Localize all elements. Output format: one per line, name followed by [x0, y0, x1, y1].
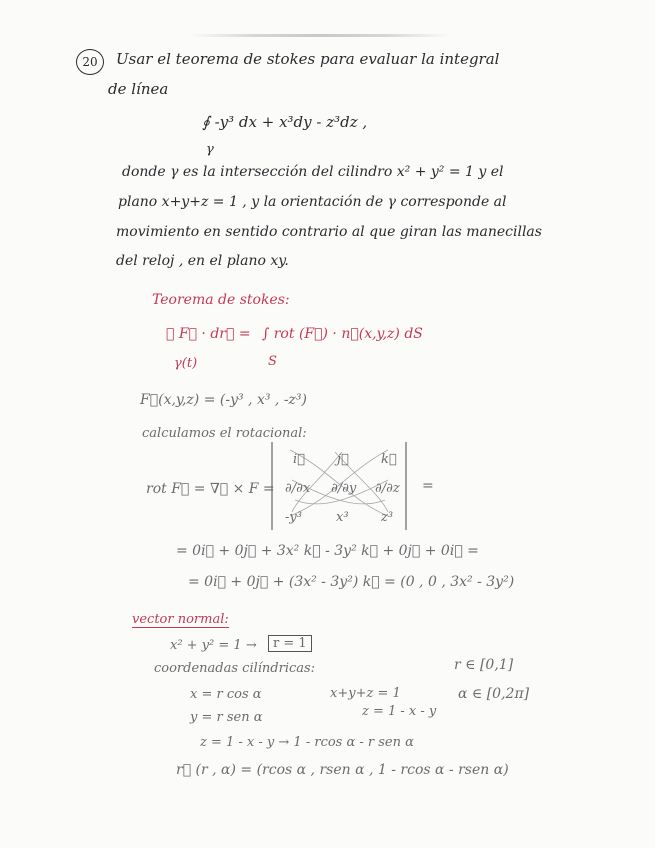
- det-j: j⃗: [337, 452, 349, 467]
- z-solved: z = 1 - x - y: [362, 704, 437, 719]
- theorem-lhs: ∮ F⃗ · dr⃗ =: [166, 326, 251, 342]
- condition-line-4: del reloj , en el plano xy.: [116, 253, 289, 269]
- det-dy: ∂/∂y: [331, 481, 357, 496]
- normal-title: vector normal:: [132, 612, 229, 627]
- theorem-lhs-subscript: γ(t): [174, 356, 198, 371]
- det-i: i⃗: [293, 452, 305, 467]
- vector-field: F⃗(x,y,z) = (-y³ , x³ , -z³): [140, 392, 307, 408]
- curl-lhs: rot F⃗ = ∇⃗ × F =: [146, 481, 275, 497]
- det-x3: x³: [336, 510, 349, 525]
- r-range: r ∈ [0,1]: [454, 657, 514, 673]
- det-dx: ∂/∂x: [285, 481, 311, 496]
- det-neg-y3: -y³: [285, 510, 302, 525]
- cylindrical-title: coordenadas cilíndricas:: [154, 661, 316, 676]
- condition-line-3: movimiento en sentido contrario al que giran las manecillas: [116, 224, 542, 240]
- condition-line-2: plano x+y+z = 1 , y la orientación de γ corresponde al: [118, 194, 507, 210]
- det-z3: z³: [381, 510, 394, 525]
- line-integral-subscript: γ: [206, 142, 214, 157]
- problem-number: 20: [76, 49, 104, 75]
- statement-line-1: Usar el teorema de stokes para evaluar la integral: [116, 50, 500, 68]
- curl-eq-tail: =: [422, 478, 434, 494]
- statement-line-2: de línea: [108, 80, 169, 98]
- circle-eq: x² + y² = 1 →: [170, 638, 257, 653]
- x-param: x = r cos α: [190, 687, 262, 702]
- curl-step-2: = 0i⃗ + 0j⃗ + (3x² - 3y²) k⃗ = (0 , 0 , 3x² - 3y²): [188, 574, 515, 590]
- theorem-title: Teorema de stokes:: [152, 292, 290, 308]
- alpha-range: α ∈ [0,2π]: [458, 686, 530, 702]
- position-vector: r⃗ (r , α) = (rcos α , rsen α , 1 - rcos α - rsen α): [176, 762, 509, 778]
- det-dz: ∂/∂z: [375, 481, 400, 496]
- radius-value: r = 1: [268, 635, 312, 652]
- radius-box: [268, 636, 312, 651]
- theorem-rhs: ∫ rot (F⃗) · n⃗(x,y,z) dS: [262, 326, 423, 342]
- line-integral: ∮ -y³ dx + x³dy - z³dz ,: [202, 113, 368, 131]
- condition-line-1: donde γ es la intersección del cilindro x² + y² = 1 y el: [122, 164, 504, 180]
- curl-intro: calculamos el rotacional:: [142, 426, 307, 441]
- plane-eq: x+y+z = 1: [330, 686, 401, 701]
- det-k: k⃗: [381, 452, 397, 467]
- curl-step-1: = 0i⃗ + 0j⃗ + 3x² k⃗ - 3y² k⃗ + 0j⃗ + 0i⃗ =: [176, 543, 479, 559]
- y-param: y = r sen α: [190, 710, 263, 725]
- page-edge-shadow: [190, 34, 450, 37]
- theorem-rhs-subscript: S: [268, 354, 277, 369]
- z-param: z = 1 - x - y → 1 - rcos α - r sen α: [200, 735, 414, 750]
